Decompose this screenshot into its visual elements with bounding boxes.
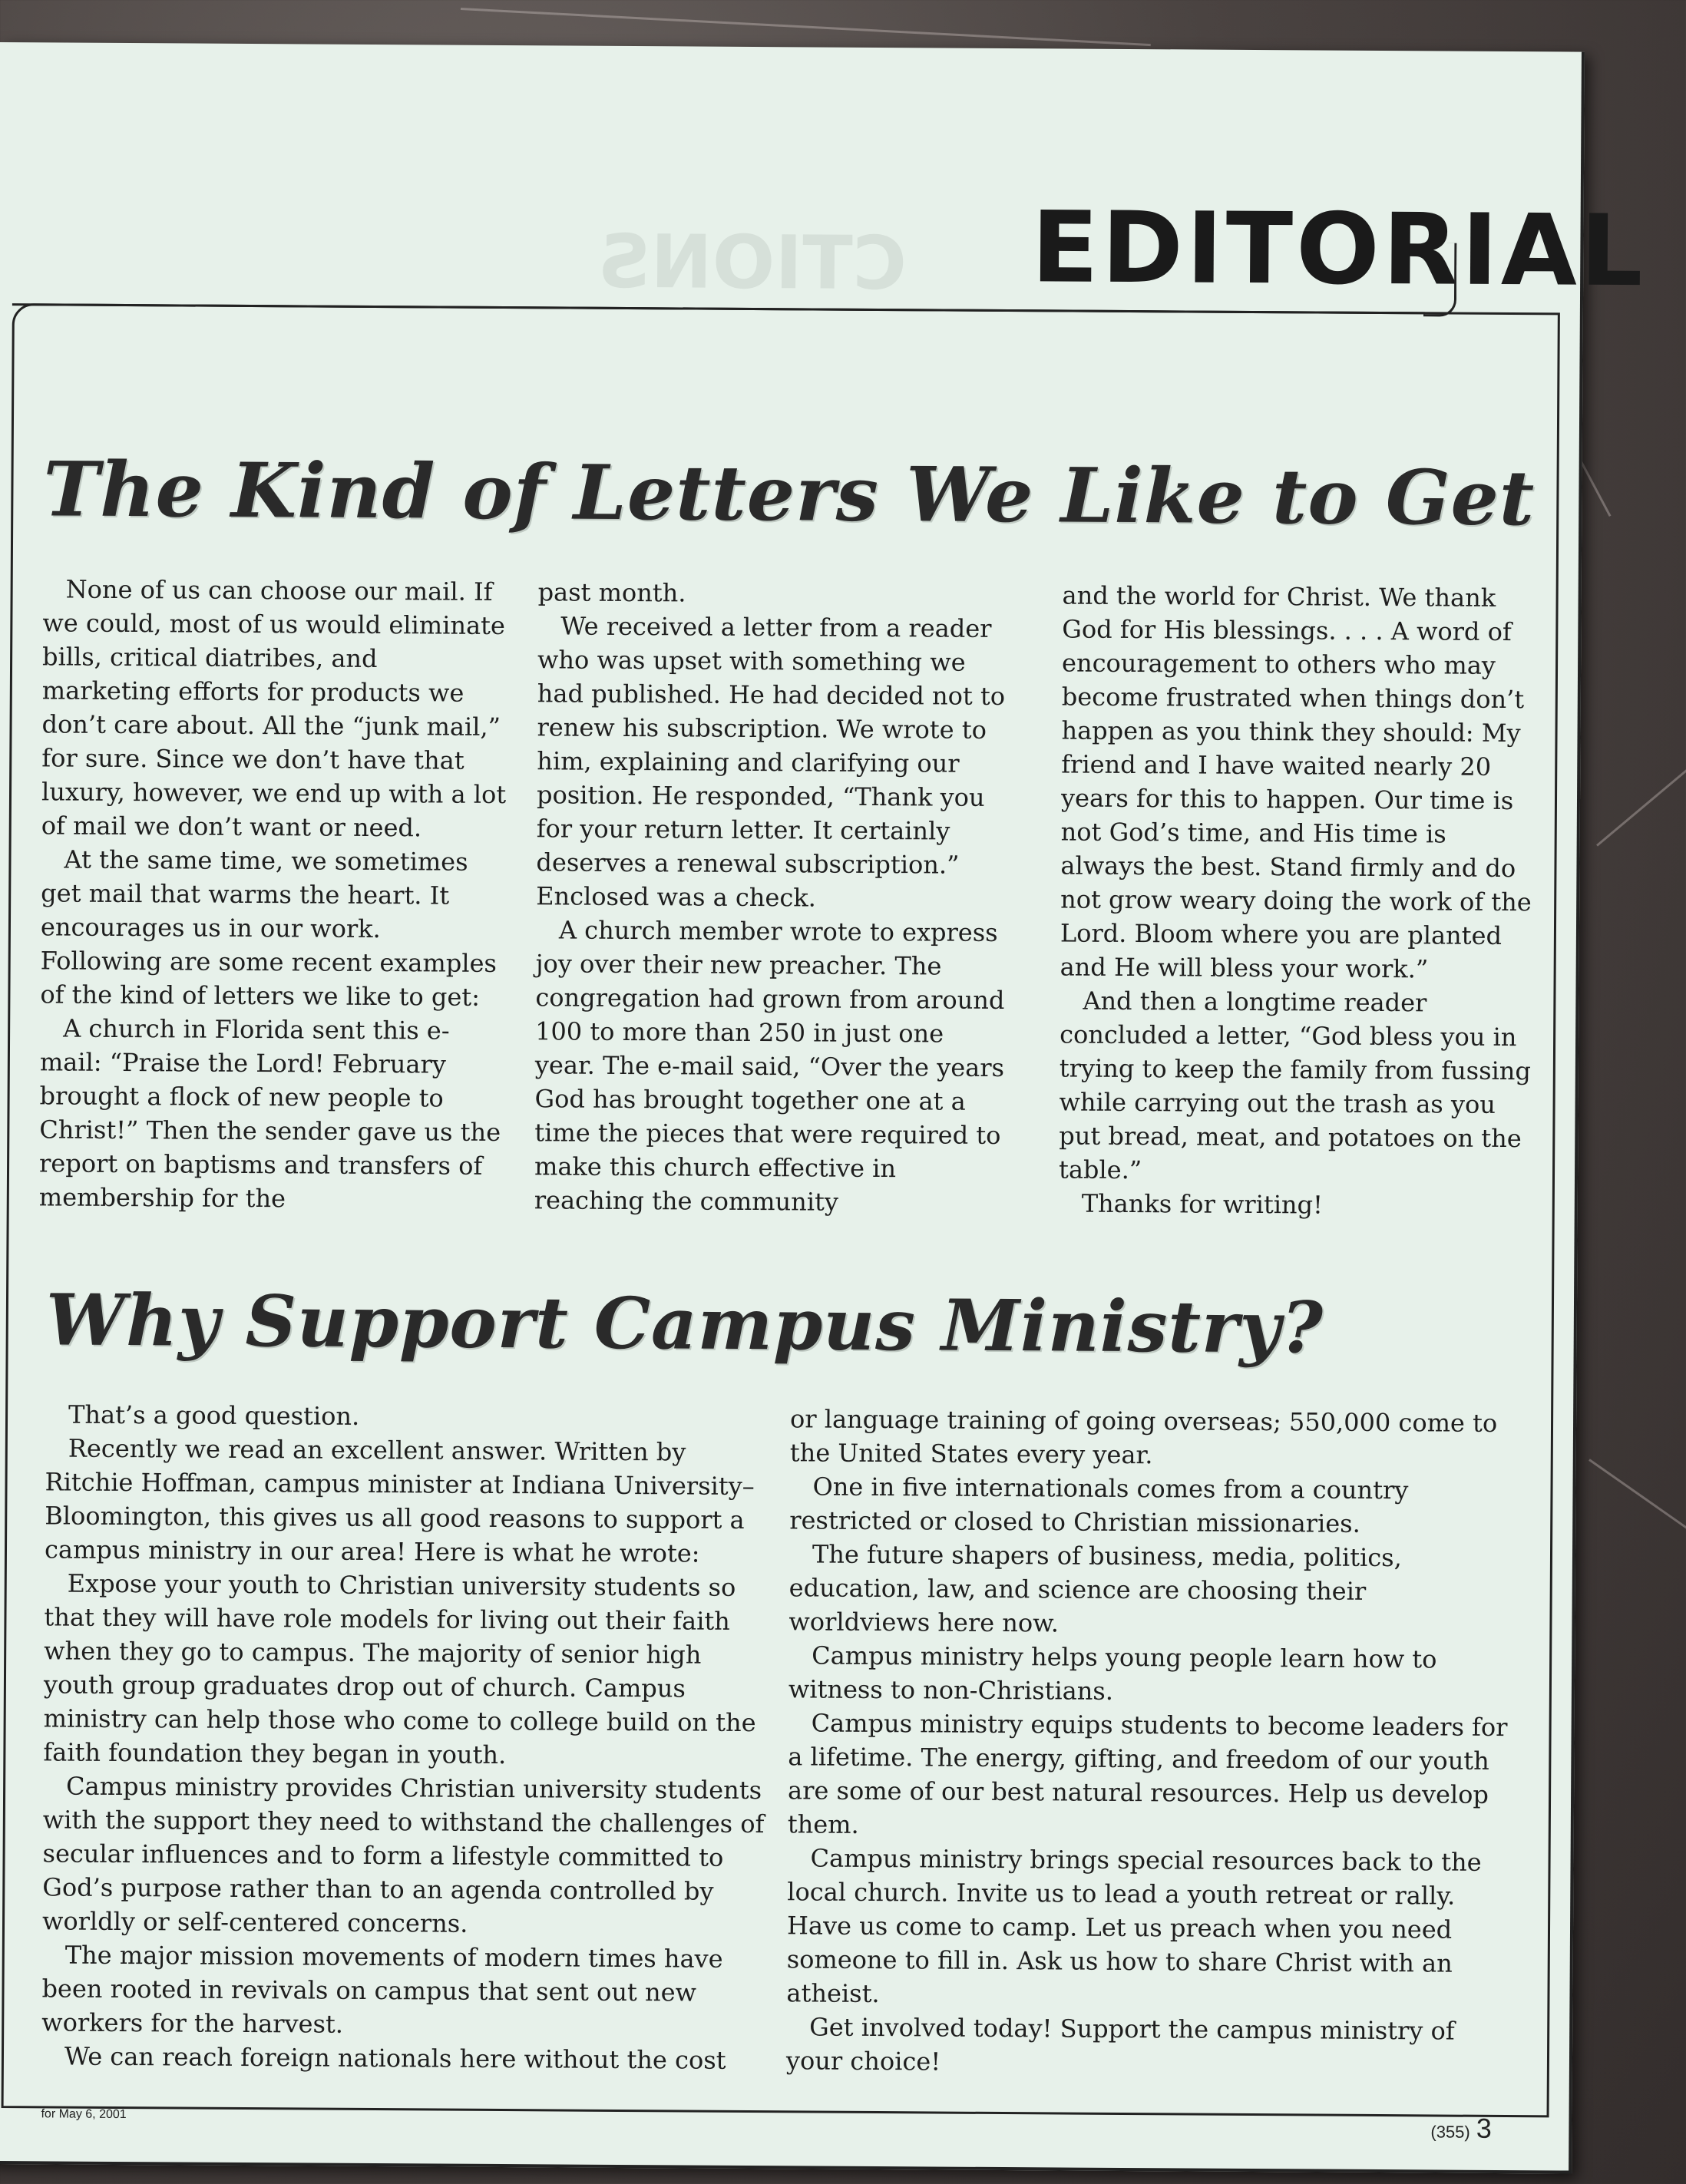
page-code: (355)	[1430, 2122, 1470, 2142]
paragraph-continued: or language training of going overseas; 550,000 come to the United States every year.	[789, 1404, 1498, 1470]
paragraph: The future shapers of business, media, politics, education, law, and science are choosing their worldviews here now.	[788, 1539, 1402, 1638]
paragraph: Campus ministry brings special resources back to the local church. Invite us to lead a youth retreat or rally. Have us come to camp. Let us preach when you need someone to fill in. Ask us how to share Christ with an atheist.	[786, 1843, 1482, 2009]
paragraph-continued: and the world for Christ. We thank God for His blessings. . . . A word of encouragement to others who may become frustrated when things don’t happen as you think they should: My friend and I have waited nearly 20 years for this to happen. Our time is not God’s time, and His time is always the best. Stand firmly and do not grow weary doing the work of the Lord. Bloom where you are planted and He will bless your work.”	[1060, 580, 1532, 984]
paragraph: The major mission movements of modern times have been rooted in revivals on campus that sent out new workers for the harvest.	[41, 1940, 723, 2039]
paragraph: A church member wrote to express joy over their new preacher. The congregation had grown from around 100 to more than 250 in just one year. The e-mail said, “Over the years God has brought together one at a time the pieces that were required to make this church effective in reaching the community	[534, 915, 1005, 1217]
magazine-page	[0, 42, 1647, 2174]
article1-title: The Kind of Letters We Like to Get	[43, 445, 1536, 544]
article1-column-1	[39, 572, 511, 1217]
paragraph: Expose your youth to Christian university students so that they will have role models for living out their faith when they go to campus. The majority of senior high youth group graduates drop out of church. Campus ministry can help those who come to college build on the faith foundation they began in youth.	[43, 1568, 756, 1770]
paragraph: We can reach foreign nationals here without the cost	[64, 2041, 726, 2075]
issue-date: for May 6, 2001	[41, 2107, 127, 2122]
paragraph: Recently we read an excellent answer. Written by Ritchie Hoffman, campus minister at Indiana University–Bloomington, this gives us all good reasons to support a campus ministry in our area! Here is what he wrote:	[44, 1433, 755, 1568]
paragraph: Campus ministry provides Christian university students with the support they need to withstand the challenges of secular influences and to form a lifestyle committed to God’s purpose rather than to an agenda controlled by worldly or self-centered concerns.	[41, 1771, 765, 1938]
article2-title: Why Support Campus Ministry?	[45, 1278, 1324, 1370]
article2-column-1	[41, 1397, 767, 2077]
article1-column-3	[1059, 578, 1539, 1223]
page-number: 3	[1476, 2112, 1492, 2144]
paragraph: Thanks for writing!	[1081, 1188, 1324, 1220]
paragraph: At the same time, we sometimes get mail that warms the heart. It encourages us in our work. Following are some recent examples of the kind of letters we like to get:	[40, 844, 497, 1012]
paragraph: None of us can choose our mail. If we could, most of us would eliminate bills, critical diatribes, and marketing efforts for products we don’t care about. All the “junk mail,” for sure. Since we don’t have that luxury, however, we end up with a lot of mail we don’t want or need.	[41, 574, 507, 843]
section-title: EDITORIAL	[1030, 190, 1647, 309]
header-rule-hook	[1423, 243, 1457, 316]
article1-column-2	[534, 575, 1014, 1220]
bleed-through-text: CTIONS	[597, 218, 907, 307]
paragraph: Get involved today! Support the campus ministry of your choice!	[785, 2012, 1455, 2077]
article2-column-2	[786, 1402, 1512, 2082]
paragraph: Campus ministry equips students to become leaders for a lifetime. The energy, gifting, and freedom of our youth are some of our best natural resources. Help us develop them.	[787, 1708, 1508, 1839]
paragraph: Campus ministry helps young people learn how to witness to non-Christians.	[788, 1640, 1437, 1706]
paragraph: And then a longtime reader concluded a letter, “God bless you in trying to keep the family from fussing while carrying out the trash as you put bread, meat, and potatoes on the table.”	[1058, 986, 1532, 1185]
paragraph: We received a letter from a reader who was upset with something we had published. He had decided not to renew his subscription. We wrote to him, explaining and clarifying our position. He responded, “Thank you for your return letter. It certainly deserves a renewal subscription.” Enclosed was a check.	[536, 611, 1006, 913]
paragraph-continued: past month.	[537, 577, 686, 608]
page-folio	[1430, 2112, 1492, 2144]
paragraph: A church in Florida sent this e-mail: “Praise the Lord! February brought a flock of new people to Christ!” Then the sender gave us the report on baptisms and transfers of membership for the	[38, 1013, 501, 1214]
paragraph: That’s a good question.	[68, 1399, 360, 1431]
paragraph: One in five internationals comes from a country restricted or closed to Christian missionaries.	[789, 1472, 1409, 1538]
